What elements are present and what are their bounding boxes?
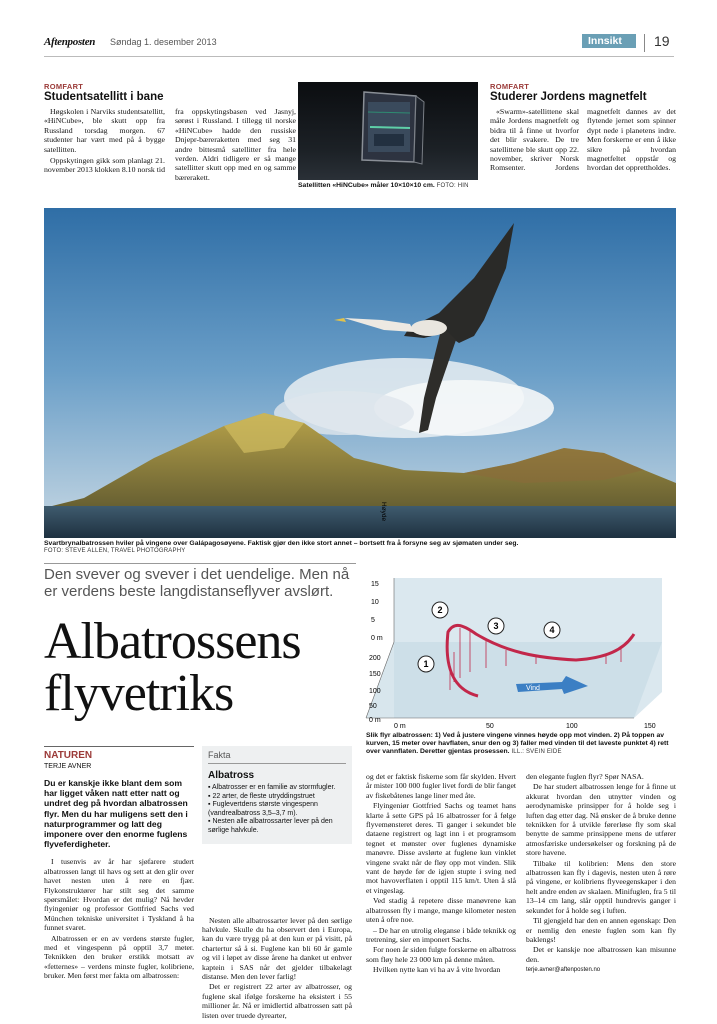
body-paragraph: Tilbake til kolibrien: Mens den store albatrossen kan fly i dagevis, nesten uten å røre på vingene, er kolibriens flyveegenskaper i den helt andre enden av skalaen. Minifuglen, fra 5 til 13–14 cm lang, slår opptil hundrevis ganger i sekundet for å holde seg i luften. <box>526 858 676 915</box>
brief-left-kicker: ROMFART <box>44 82 84 91</box>
flight-diagram-svg <box>366 502 676 730</box>
fact-item: ▪ Nesten alle albatrossarter lever på den sørlige halvkule. <box>208 818 333 834</box>
hero-caption-text: Svartbrynalbatrossen hviler på vingene over Galápagosøyene. Faktisk gjør den ikke stort annet – bortsett fra å forsyne seg av sjømaten under seg. <box>44 540 519 547</box>
section-tab: Innsikt <box>582 34 636 48</box>
col2-body <box>202 916 352 1020</box>
marker-2: 2 <box>437 605 443 615</box>
y-tick: 15 <box>371 581 379 588</box>
fact-box-label: Fakta <box>208 750 346 764</box>
depth-tick: 100 <box>369 688 381 695</box>
body-paragraph: Til gjengjeld har den en annen egenskap: Den er nemlig den eneste fuglen som kan fly baklengs! <box>526 916 676 944</box>
body-paragraph: Hvilken nytte kan vi ha av å vite hvordan <box>373 965 501 975</box>
issue-date: Søndag 1. desember 2013 <box>110 37 217 47</box>
body-paragraph: Det er kanskje noe albatrossen kan misunne den. <box>526 945 676 964</box>
article-lead: Du er kanskje ikke blant dem som har ligget våken natt etter natt og undret deg på hvordan albatrossen flyr. Men du har muligens sett den i naturprogrammer og latt deg imponere over den enorme fuglens flyveferdigheter. <box>44 778 188 850</box>
section-label: NATUREN <box>44 750 93 761</box>
depth-tick: 0 m <box>369 717 381 724</box>
body-paragraph: Nesten alle albatrossarter lever på den sørlige halvkule. Skulle du ha observert den i Europa, kan du være trygg på at den kun er på visitt, på chartertur så å si. Fuglene kan bli 60 år gamle og vil i løpet av disse årene ha danket ut enhver kaptein i SAS når det gjelder tilbakelagt distanse. Men den lever farlig! <box>202 915 352 981</box>
body-paragraph: I tusenvis av år har sjøfarere studert albatrossen langt til havs og sett at den glir over havet nesten uten å røre en fjær. Flykonstruktører har stilt seg det samme spørsmålet: Hvordan er det mulig? Nå hevder flyingeniør og professor Gottfried Sachs ved München tekniske universitet i Tyskland å ha funnet svaret. <box>44 857 194 933</box>
fact-item: ▪ Fuglevertdens største vingespenn (vandrealbatross 3,5–3,7 m). <box>208 801 318 817</box>
body-paragraph: og det er faktisk fiskerne som får skylden. Hvert år mister 100 000 fugler livet fordi de blir fanget av fiskebåtenes lange liner med åte. <box>366 772 516 800</box>
col1-rule <box>44 746 194 747</box>
y-tick: 0 m <box>371 635 383 642</box>
marker-1: 1 <box>423 659 429 669</box>
cubesat-illustration <box>298 82 478 180</box>
x-tick: 50 <box>486 723 494 730</box>
satellite-photo <box>298 82 478 180</box>
diagram-caption-text: Slik flyr albatrossen: 1) Ved å justere vingene vinnes høyde opp mot vinden. 2) På toppen av kurven, 15 meter over havflaten, snur den og 3) faller med vinden til det laveste punktet 4) rett over vannflaten. Deretter gjentas prosessen. <box>366 732 669 755</box>
body-paragraph: Albatrossen er en av verdens største fugler, med et vingespenn på opptil 3,7 meter. Teknikken den bruker erstikk motsatt av «fetternes» – verdens minste fugler, kolibriene, bruker. Men først mer fakta om albatrossen: <box>44 933 194 981</box>
satellite-credit: FOTO: HIN <box>436 183 469 189</box>
brief-left-paragraph: Høgskolen i Narviks studentsatellitt, «HiNCube», ble skutt opp fra Russland torsdag morgen. 67 studenter har vært med på å bygge satellitten. <box>44 107 165 154</box>
body-paragraph: For noen år siden fulgte forskerne en albatross som fløy hele 23 000 km på denne måten. <box>366 945 516 964</box>
deck-rule <box>44 563 356 564</box>
depth-tick: 50 <box>369 703 377 710</box>
wind-label: Vind <box>526 685 540 692</box>
fact-box-list <box>208 784 346 836</box>
hero-credit: FOTO: STEVE ALLEN, TRAVEL PHOTOGRAPHY <box>44 548 186 554</box>
satellite-caption-text: Satellitten «HiNCube» måler 10×10×10 cm. <box>298 182 435 189</box>
article-col-3 <box>366 772 516 976</box>
diagram-credit: ILL.: SVEIN EIDE <box>511 749 562 755</box>
marker-3: 3 <box>493 621 499 631</box>
body-paragraph: Flyingeniør Gottfried Sachs og teamet hans klarte å sette GPS på 16 albatrosser for å følge flyvemønsteret deres. Ti ganger i sekundet ble dataene registrert og lagt inn i et programsom tegnet et mønster over fuglenes dynamiske manøvre. Disse avslørte at fuglene kun vinklet vingene svakt når de fløy opp mot vinden. Slik vant de høyde før de igjen stupte i sving ned mot havoverflaten i opptil 115 km/t. Uten å slå et vingeslag. <box>366 801 516 895</box>
y-tick: 10 <box>371 599 379 606</box>
article-col-4 <box>526 772 676 976</box>
body-paragraph: – De har en utrolig eleganse i både teknikk og tretrening, sier en imponert Sachs. <box>366 925 516 944</box>
flight-diagram <box>366 502 676 730</box>
masthead <box>44 34 674 54</box>
albatross-photo <box>44 208 676 538</box>
byline: TERJE AVNER <box>44 763 92 770</box>
satellite-caption <box>298 182 488 190</box>
body-paragraph: De har studert albatrossen lenge for å finne ut akkurat hvordan den utnytter vinden og aerodynamiske prinsipper for å holde seg i luften dag etter dag. Nå ønsker de å bruke denne teknikken for å utvikle førerløse fly som skal benytte de samme prinsippene mens de utfører atmosfæriske undersøkelser og forskning på de store havene. <box>526 782 676 858</box>
brief-right-kicker: ROMFART <box>490 82 530 91</box>
brief-right <box>490 82 676 189</box>
fact-item: ▪ Albatrosser er en familie av stormfugler. <box>208 784 336 791</box>
fact-item: ▪ 22 arter, de fleste utryddingstruet <box>208 792 315 800</box>
y-tick: 5 <box>371 617 375 624</box>
hero-caption <box>44 540 676 548</box>
depth-tick: 200 <box>369 655 381 662</box>
masthead-rule <box>44 56 674 57</box>
article-headline-line1: Albatrossens <box>44 613 301 670</box>
y-axis-label: Høyde <box>380 502 387 522</box>
brief-right-paragraph: «Swarm»-satellittene skal måle Jordens magnetfelt og bidra til å finne ut hvorfor det blir svakere. De tre satellittene ble skutt opp 22. november, skriver Norsk Romsenter. Jordens magnetfelt dannes av det flytende jernet som spinner dypt nede i planetens indre. Men forskerne er enn å ikke sikre på hvordan magnetfeltet oppstår og hvordan det opprettholdes. <box>490 107 676 173</box>
depth-tick: 150 <box>369 671 381 678</box>
marker-4: 4 <box>549 625 555 635</box>
article-headline-line2: flyvetriks <box>44 665 234 722</box>
newspaper-logo: Aftenposten <box>44 36 96 48</box>
article-col-2 <box>202 746 352 1021</box>
brief-left-paragraph: Oppskytingen gikk som planlagt 21. november 2013 klokken 8.10 norsk tid fra oppskytingsbasen ved Jasnyj, sørøst i Russland. I tillegg til norske «HiNCube» hadde den russiske Dnjepr-bæreraketten med seg 31 andre bittesmå satellitter fra hele verden. Aldri tidligere er så mange satellitter skutt opp med en og samme bærerakett. <box>44 107 296 182</box>
body-paragraph: den elegante fuglen flyr? Spør NASA. <box>526 772 644 781</box>
diagram-caption <box>366 732 676 756</box>
col1-body <box>44 857 194 980</box>
fact-box <box>202 746 352 844</box>
brief-left-headline: Studentsatellitt i bane <box>44 91 164 103</box>
article-col-1 <box>44 746 194 982</box>
article-deck: Den svever og svever i det uendelige. Men nå er verdens beste langdistanseflyver avslørt. <box>44 566 350 600</box>
x-tick: 150 <box>644 723 656 730</box>
page-number: 19 <box>654 33 670 49</box>
x-tick: 100 <box>566 723 578 730</box>
fact-box-title: Albatross <box>208 770 255 781</box>
brief-right-headline: Studerer Jordens magnetfelt <box>490 91 647 103</box>
body-paragraph: Det er registrert 22 arter av albatrosser, og fuglene skal ifølge forskerne ha eksistert i 55 millioner år. Nå er imidlertid albatrossen satt på listen over truede dyrearter, <box>202 982 352 1020</box>
masthead-divider <box>644 34 645 52</box>
author-email[interactable]: terje.avner@aftenposten.no <box>526 967 601 974</box>
brief-left-body <box>44 107 296 201</box>
body-paragraph: Ved stadig å repetere disse manøvrene kan albatrossen fly i mange, mange kilometer nesten uten å ofre noe. <box>366 896 516 925</box>
x-tick: 0 m <box>394 723 406 730</box>
brief-left <box>44 82 296 201</box>
hero-photo <box>44 208 676 538</box>
brief-right-body <box>490 107 676 189</box>
